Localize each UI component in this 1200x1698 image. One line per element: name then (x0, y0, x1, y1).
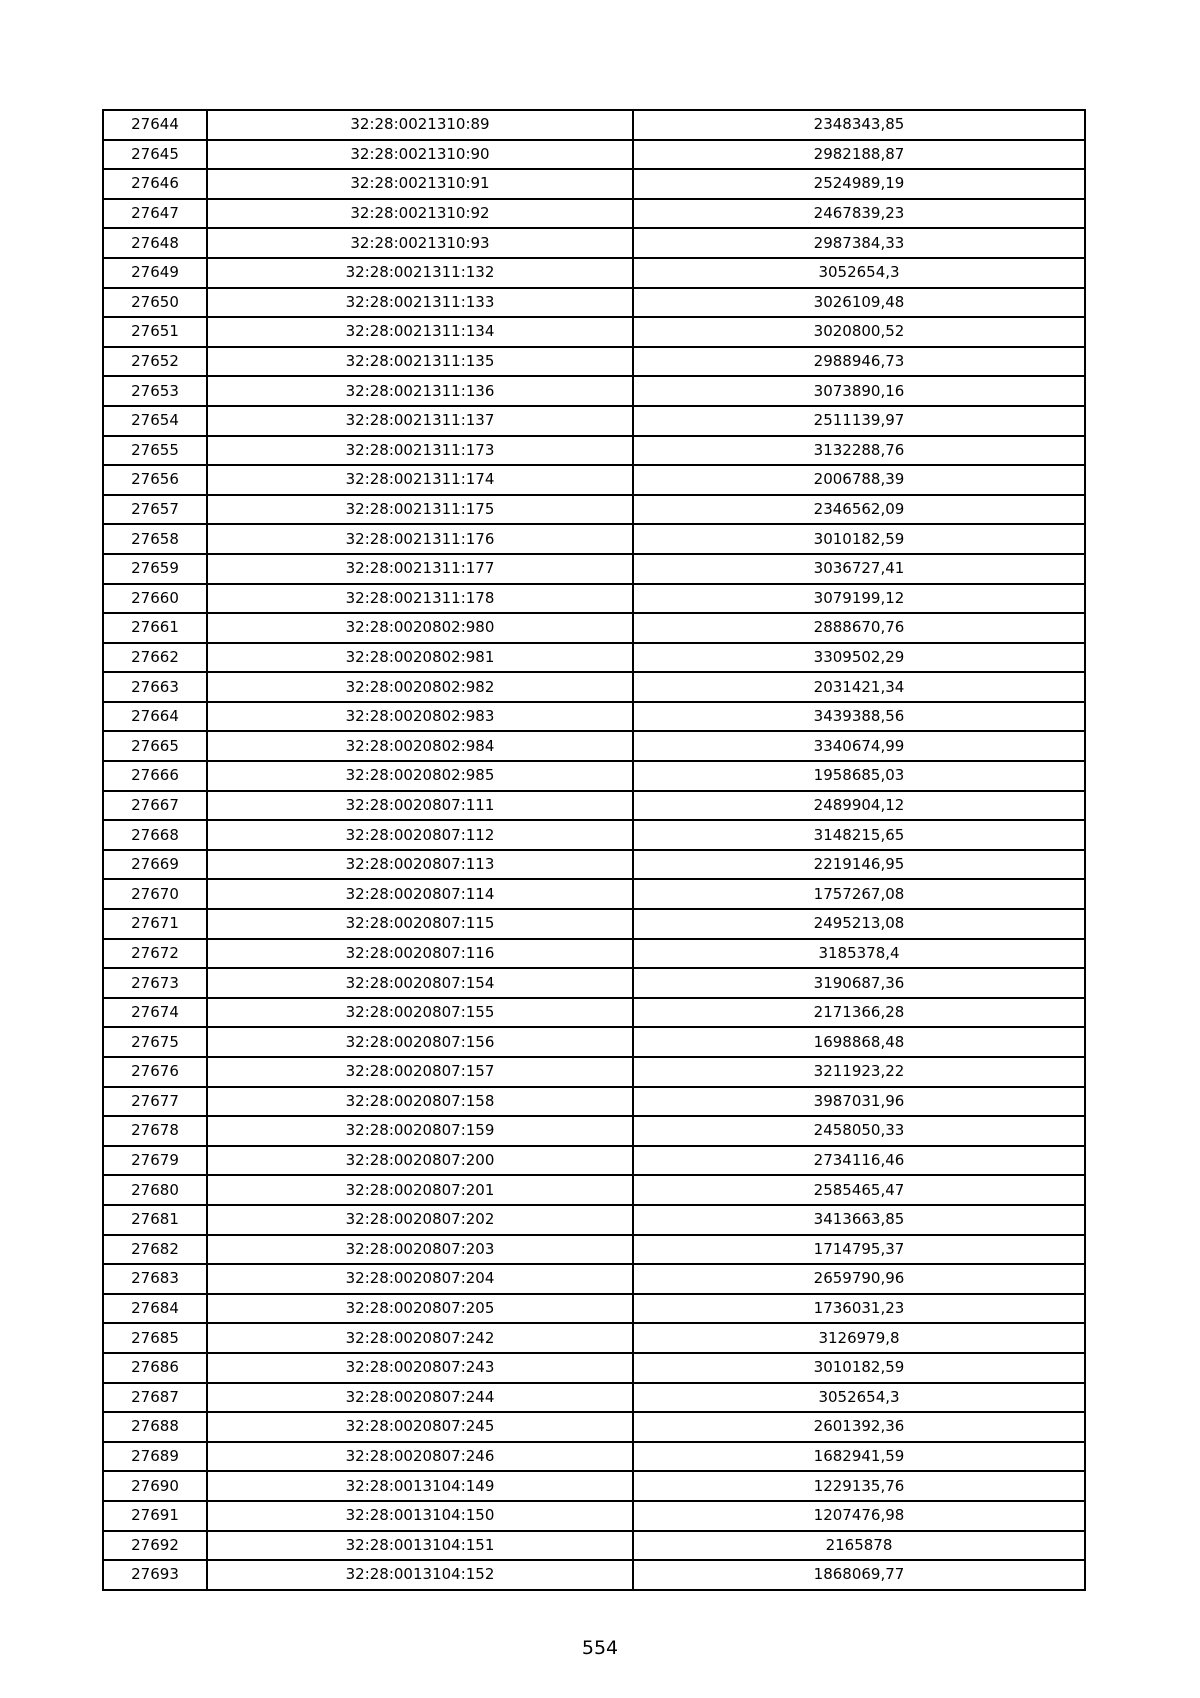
cadastral-value-cell: 2467839,23 (633, 199, 1085, 229)
cadastral-value-cell: 1207476,98 (633, 1501, 1085, 1531)
cadastral-value-cell: 1682941,59 (633, 1442, 1085, 1472)
row-number-cell: 27682 (103, 1235, 207, 1265)
table-row (103, 1116, 1085, 1146)
table-row (103, 140, 1085, 170)
row-number-cell: 27652 (103, 347, 207, 377)
table-row (103, 258, 1085, 288)
cadastral-number-cell: 32:28:0013104:151 (207, 1531, 633, 1561)
table-row (103, 672, 1085, 702)
cadastral-value-cell: 3987031,96 (633, 1087, 1085, 1117)
cadastral-number-cell: 32:28:0020807:202 (207, 1205, 633, 1235)
cadastral-value-cell: 2988946,73 (633, 347, 1085, 377)
cadastral-number-cell: 32:28:0020802:984 (207, 731, 633, 761)
row-number-cell: 27667 (103, 791, 207, 821)
cadastral-number-cell: 32:28:0020807:201 (207, 1175, 633, 1205)
row-number-cell: 27672 (103, 939, 207, 969)
cadastral-number-cell: 32:28:0020802:981 (207, 643, 633, 673)
cadastral-value-cell: 2734116,46 (633, 1146, 1085, 1176)
cadastral-number-cell: 32:28:0021311:134 (207, 317, 633, 347)
cadastral-value-cell: 2348343,85 (633, 110, 1085, 140)
cadastral-number-cell: 32:28:0020807:200 (207, 1146, 633, 1176)
cadastral-number-cell: 32:28:0013104:152 (207, 1560, 633, 1590)
table-row (103, 791, 1085, 821)
table-row (103, 317, 1085, 347)
cadastral-value-cell: 1868069,77 (633, 1560, 1085, 1590)
cadastral-number-cell: 32:28:0021311:132 (207, 258, 633, 288)
row-number-cell: 27649 (103, 258, 207, 288)
cadastral-number-cell: 32:28:0021311:135 (207, 347, 633, 377)
row-number-cell: 27665 (103, 731, 207, 761)
table-body (103, 110, 1085, 1590)
row-number-cell: 27645 (103, 140, 207, 170)
table-row (103, 199, 1085, 229)
table-row (103, 406, 1085, 436)
cadastral-value-cell: 1736031,23 (633, 1294, 1085, 1324)
table-row (103, 495, 1085, 525)
cadastral-number-cell: 32:28:0020807:113 (207, 850, 633, 880)
cadastral-value-cell: 3073890,16 (633, 376, 1085, 406)
cadastral-value-cell: 2031421,34 (633, 672, 1085, 702)
cadastral-number-cell: 32:28:0013104:149 (207, 1471, 633, 1501)
table-row (103, 1087, 1085, 1117)
table-row (103, 1560, 1085, 1590)
table-row (103, 1501, 1085, 1531)
row-number-cell: 27659 (103, 554, 207, 584)
row-number-cell: 27676 (103, 1057, 207, 1087)
cadastral-value-cell: 3211923,22 (633, 1057, 1085, 1087)
row-number-cell: 27675 (103, 1027, 207, 1057)
cadastral-value-cell: 3309502,29 (633, 643, 1085, 673)
row-number-cell: 27644 (103, 110, 207, 140)
cadastral-number-cell: 32:28:0020807:158 (207, 1087, 633, 1117)
cadastral-number-cell: 32:28:0021310:91 (207, 169, 633, 199)
row-number-cell: 27686 (103, 1353, 207, 1383)
cadastral-number-cell: 32:28:0020807:159 (207, 1116, 633, 1146)
cadastral-value-cell: 2524989,19 (633, 169, 1085, 199)
table-row (103, 347, 1085, 377)
table-row (103, 1175, 1085, 1205)
row-number-cell: 27689 (103, 1442, 207, 1472)
row-number-cell: 27650 (103, 288, 207, 318)
row-number-cell: 27674 (103, 998, 207, 1028)
cadastral-number-cell: 32:28:0021310:89 (207, 110, 633, 140)
cadastral-value-cell: 3026109,48 (633, 288, 1085, 318)
cadastral-number-cell: 32:28:0021311:176 (207, 524, 633, 554)
row-number-cell: 27663 (103, 672, 207, 702)
cadastral-value-cell: 3126979,8 (633, 1323, 1085, 1353)
cadastral-value-cell: 2165878 (633, 1531, 1085, 1561)
cadastral-number-cell: 32:28:0020807:242 (207, 1323, 633, 1353)
row-number-cell: 27684 (103, 1294, 207, 1324)
table-row (103, 1442, 1085, 1472)
cadastral-value-cell: 3079199,12 (633, 584, 1085, 614)
row-number-cell: 27660 (103, 584, 207, 614)
table-row (103, 1531, 1085, 1561)
cadastral-number-cell: 32:28:0021311:137 (207, 406, 633, 436)
cadastral-value-cell: 2601392,36 (633, 1412, 1085, 1442)
cadastral-value-cell: 3413663,85 (633, 1205, 1085, 1235)
row-number-cell: 27690 (103, 1471, 207, 1501)
table-row (103, 939, 1085, 969)
row-number-cell: 27671 (103, 909, 207, 939)
row-number-cell: 27693 (103, 1560, 207, 1590)
row-number-cell: 27651 (103, 317, 207, 347)
cadastral-value-cell: 3185378,4 (633, 939, 1085, 969)
cadastral-number-cell: 32:28:0020807:155 (207, 998, 633, 1028)
cadastral-value-cell: 3052654,3 (633, 1383, 1085, 1413)
cadastral-number-cell: 32:28:0020807:205 (207, 1294, 633, 1324)
table-row (103, 850, 1085, 880)
cadastral-number-cell: 32:28:0020807:244 (207, 1383, 633, 1413)
table-row (103, 702, 1085, 732)
cadastral-number-cell: 32:28:0021311:133 (207, 288, 633, 318)
cadastral-number-cell: 32:28:0020802:985 (207, 761, 633, 791)
row-number-cell: 27656 (103, 465, 207, 495)
cadastral-number-cell: 32:28:0021310:93 (207, 228, 633, 258)
table-row (103, 288, 1085, 318)
row-number-cell: 27692 (103, 1531, 207, 1561)
cadastral-value-cell: 2006788,39 (633, 465, 1085, 495)
table-row (103, 909, 1085, 939)
row-number-cell: 27678 (103, 1116, 207, 1146)
row-number-cell: 27669 (103, 850, 207, 880)
table-row (103, 465, 1085, 495)
cadastral-value-cell: 3439388,56 (633, 702, 1085, 732)
cadastral-number-cell: 32:28:0020807:157 (207, 1057, 633, 1087)
table-row (103, 1383, 1085, 1413)
row-number-cell: 27658 (103, 524, 207, 554)
cadastral-number-cell: 32:28:0020807:115 (207, 909, 633, 939)
table-row (103, 613, 1085, 643)
cadastral-number-cell: 32:28:0020807:156 (207, 1027, 633, 1057)
cadastral-value-cell: 1714795,37 (633, 1235, 1085, 1265)
cadastral-value-cell: 3036727,41 (633, 554, 1085, 584)
table-row (103, 1294, 1085, 1324)
row-number-cell: 27654 (103, 406, 207, 436)
row-number-cell: 27677 (103, 1087, 207, 1117)
row-number-cell: 27646 (103, 169, 207, 199)
row-number-cell: 27653 (103, 376, 207, 406)
row-number-cell: 27683 (103, 1264, 207, 1294)
table-row (103, 228, 1085, 258)
cadastral-value-cell: 2585465,47 (633, 1175, 1085, 1205)
table-row (103, 1057, 1085, 1087)
row-number-cell: 27691 (103, 1501, 207, 1531)
table-row (103, 761, 1085, 791)
table-row (103, 1027, 1085, 1057)
row-number-cell: 27647 (103, 199, 207, 229)
table-row (103, 1323, 1085, 1353)
page-number: 554 (581, 1637, 619, 1659)
cadastral-number-cell: 32:28:0020807:246 (207, 1442, 633, 1472)
cadastral-number-cell: 32:28:0020807:245 (207, 1412, 633, 1442)
table-row (103, 554, 1085, 584)
row-number-cell: 27687 (103, 1383, 207, 1413)
cadastral-number-cell: 32:28:0020807:243 (207, 1353, 633, 1383)
cadastral-number-cell: 32:28:0013104:150 (207, 1501, 633, 1531)
cadastral-value-cell: 3020800,52 (633, 317, 1085, 347)
table-row (103, 1353, 1085, 1383)
table-row (103, 1412, 1085, 1442)
cadastral-number-cell: 32:28:0021311:177 (207, 554, 633, 584)
table-row (103, 169, 1085, 199)
row-number-cell: 27679 (103, 1146, 207, 1176)
cadastral-number-cell: 32:28:0020807:203 (207, 1235, 633, 1265)
cadastral-number-cell: 32:28:0020807:111 (207, 791, 633, 821)
table-row (103, 524, 1085, 554)
cadastral-number-cell: 32:28:0020807:114 (207, 879, 633, 909)
cadastral-value-cell: 2219146,95 (633, 850, 1085, 880)
cadastral-value-cell: 1229135,76 (633, 1471, 1085, 1501)
row-number-cell: 27681 (103, 1205, 207, 1235)
cadastral-number-cell: 32:28:0020807:204 (207, 1264, 633, 1294)
cadastral-number-cell: 32:28:0021311:175 (207, 495, 633, 525)
table-row (103, 1205, 1085, 1235)
cadastral-value-cell: 2982188,87 (633, 140, 1085, 170)
table-row (103, 643, 1085, 673)
cadastral-value-cell: 3190687,36 (633, 968, 1085, 998)
row-number-cell: 27664 (103, 702, 207, 732)
cadastral-number-cell: 32:28:0020802:983 (207, 702, 633, 732)
cadastral-value-cell: 2659790,96 (633, 1264, 1085, 1294)
row-number-cell: 27680 (103, 1175, 207, 1205)
row-number-cell: 27673 (103, 968, 207, 998)
cadastral-value-cell: 1958685,03 (633, 761, 1085, 791)
table-row (103, 998, 1085, 1028)
cadastral-value-cell: 3148215,65 (633, 820, 1085, 850)
row-number-cell: 27662 (103, 643, 207, 673)
cadastral-number-cell: 32:28:0021310:92 (207, 199, 633, 229)
row-number-cell: 27661 (103, 613, 207, 643)
cadastral-value-cell: 2458050,33 (633, 1116, 1085, 1146)
cadastral-number-cell: 32:28:0021311:174 (207, 465, 633, 495)
cadastral-value-cell: 2171366,28 (633, 998, 1085, 1028)
row-number-cell: 27648 (103, 228, 207, 258)
row-number-cell: 27670 (103, 879, 207, 909)
cadastral-number-cell: 32:28:0020807:116 (207, 939, 633, 969)
cadastral-value-cell: 2489904,12 (633, 791, 1085, 821)
cadastral-value-cell: 2346562,09 (633, 495, 1085, 525)
cadastral-value-cell: 2888670,76 (633, 613, 1085, 643)
cadastral-number-cell: 32:28:0020807:112 (207, 820, 633, 850)
cadastral-number-cell: 32:28:0021311:136 (207, 376, 633, 406)
cadastral-value-cell: 3132288,76 (633, 436, 1085, 466)
row-number-cell: 27655 (103, 436, 207, 466)
row-number-cell: 27688 (103, 1412, 207, 1442)
table-row (103, 879, 1085, 909)
cadastral-number-cell: 32:28:0020802:980 (207, 613, 633, 643)
cadastral-number-cell: 32:28:0021311:173 (207, 436, 633, 466)
cadastral-value-cell: 3052654,3 (633, 258, 1085, 288)
cadastral-number-cell: 32:28:0020802:982 (207, 672, 633, 702)
table-row (103, 1471, 1085, 1501)
row-number-cell: 27685 (103, 1323, 207, 1353)
cadastral-value-table (102, 109, 1086, 1591)
table-row (103, 1235, 1085, 1265)
table-row (103, 436, 1085, 466)
cadastral-number-cell: 32:28:0021310:90 (207, 140, 633, 170)
cadastral-value-cell: 3340674,99 (633, 731, 1085, 761)
cadastral-value-cell: 2987384,33 (633, 228, 1085, 258)
table-row (103, 1264, 1085, 1294)
row-number-cell: 27666 (103, 761, 207, 791)
table-row (103, 968, 1085, 998)
cadastral-value-cell: 1698868,48 (633, 1027, 1085, 1057)
cadastral-value-cell: 3010182,59 (633, 524, 1085, 554)
row-number-cell: 27657 (103, 495, 207, 525)
cadastral-value-cell: 2511139,97 (633, 406, 1085, 436)
cadastral-value-cell: 2495213,08 (633, 909, 1085, 939)
table-row (103, 820, 1085, 850)
table-row (103, 731, 1085, 761)
cadastral-number-cell: 32:28:0021311:178 (207, 584, 633, 614)
table-row (103, 376, 1085, 406)
cadastral-number-cell: 32:28:0020807:154 (207, 968, 633, 998)
cadastral-value-cell: 3010182,59 (633, 1353, 1085, 1383)
cadastral-value-cell: 1757267,08 (633, 879, 1085, 909)
table-row (103, 1146, 1085, 1176)
row-number-cell: 27668 (103, 820, 207, 850)
table-row (103, 110, 1085, 140)
table-row (103, 584, 1085, 614)
